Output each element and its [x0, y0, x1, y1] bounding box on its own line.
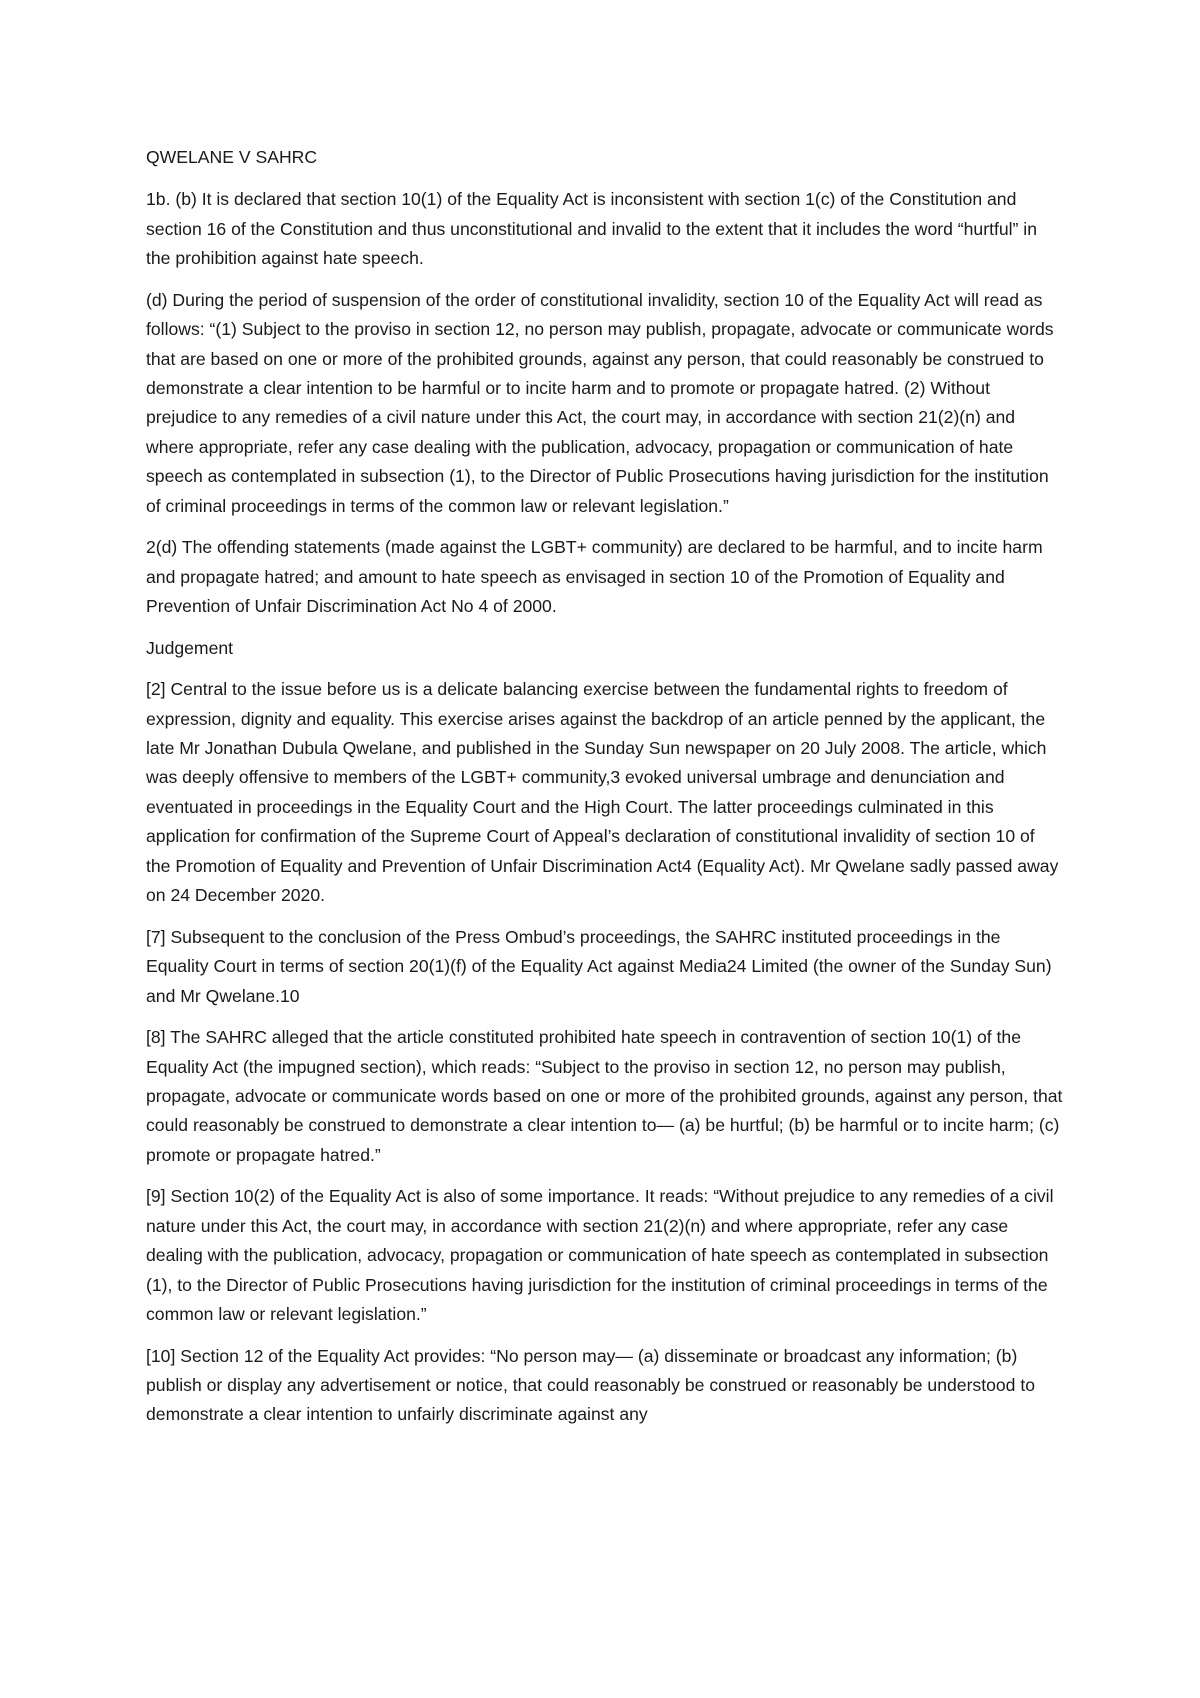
- paragraph-declaration-1b: 1b. (b) It is declared that section 10(1) of the Equality Act is inconsistent with section 1(c) of the Constitution and section 16 of the Constitution and thus unconstitutional and invalid to the extent that it includes the word “hurtful” in the prohibition against hate speech.: [146, 189, 1037, 269]
- paragraph-8: [8] The SAHRC alleged that the article constituted prohibited hate speech in contravention of section 10(1) of the Equality Act (the impugned section), which reads: “Subject to the proviso in section 12, no person may publish, propagate, advocate or communicate words based on one or more of the prohibited grounds, against any person, that could reasonably be construed to demonstrate a clear intention to— (a) be hurtful; (b) be harmful or to incite harm; (c) promote or propagate hatred.”: [146, 1027, 1063, 1165]
- paragraph-2: [2] Central to the issue before us is a delicate balancing exercise between the fundamental rights to freedom of expression, dignity and equality. This exercise arises against the backdrop of an article penned by the applicant, the late Mr Jonathan Dubula Qwelane, and published in the Sunday Sun newspaper on 20 July 2008. The article, which was deeply offensive to members of the LGBT+ community,3 evoked universal umbrage and denunciation and eventuated in proceedings in the Equality Court and the High Court. The latter proceedings culminated in this application for confirmation of the Supreme Court of Appeal’s declaration of constitutional invalidity of section 10 of the Promotion of Equality and Prevention of Unfair Discrimination Act4 (Equality Act). Mr Qwelane sadly passed away on 24 December 2020.: [146, 679, 1059, 906]
- document-title: QWELANE V SAHRC: [146, 147, 318, 167]
- paragraph-offending-statements: 2(d) The offending statements (made against the LGBT+ community) are declared to be harmful, and to incite harm and propagate hatred; and amount to hate speech as envisaged in section 10 of the Promotion of Equality and Prevention of Unfair Discrimination Act No 4 of 2000.: [146, 537, 1043, 617]
- paragraph-9: [9] Section 10(2) of the Equality Act is also of some importance. It reads: “Without prejudice to any remedies of a civil nature under this Act, the court may, in accordance with section 21(2)(n) and where appropriate, refer any case dealing with the publication, advocacy, propagation or communication of hate speech as contemplated in subsection (1), to the Director of Public Prosecutions having jurisdiction for the institution of criminal proceedings in terms of the common law or relevant legislation.”: [146, 1186, 1054, 1324]
- section-heading-judgement: Judgement: [146, 637, 234, 658]
- document-body: [146, 143, 1064, 1442]
- paragraph-7: [7] Subsequent to the conclusion of the Press Ombud’s proceedings, the SAHRC instituted proceedings in the Equality Court in terms of section 20(1)(f) of the Equality Act against Media24 Limited (the owner of the Sunday Sun) and Mr Qwelane.10: [146, 926, 1052, 1006]
- paragraph-10: [10] Section 12 of the Equality Act provides: “No person may— (a) disseminate or broadcast any information; (b) publish or display any advertisement or notice, that could reasonably be construed or reasonably be understood to demonstrate a clear intention to unfairly discriminate against any: [146, 1345, 1036, 1425]
- paragraph-suspension-order: (d) During the period of suspension of the order of constitutional invalidity, section 10 of the Equality Act will read as follows: “(1) Subject to the proviso in section 12, no person may publish, propagate, advocate or communicate words that are based on one or more of the prohibited grounds, against any person, that could reasonably be construed to demonstrate a clear intention to be harmful or to incite harm and to promote or propagate hatred. (2) Without prejudice to any remedies of a civil nature under this Act, the court may, in accordance with section 21(2)(n) and where appropriate, refer any case dealing with the publication, advocacy, propagation or communication of hate speech as contemplated in subsection (1), to the Director of Public Prosecutions having jurisdiction for the institution of criminal proceedings in terms of the common law or relevant legislation.”: [146, 289, 1054, 516]
